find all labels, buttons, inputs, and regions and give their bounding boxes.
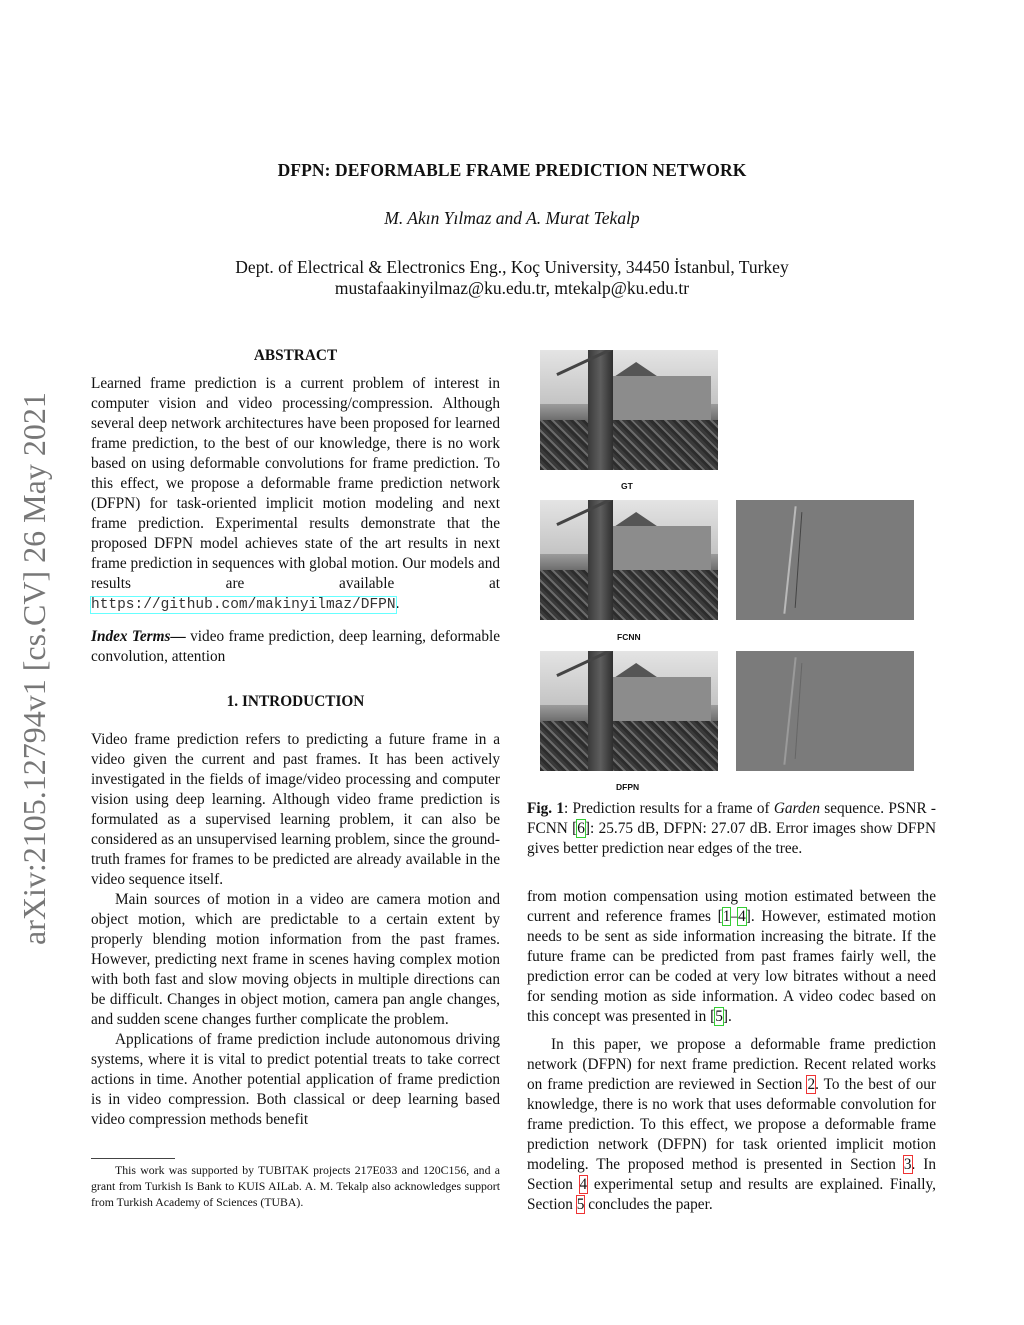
footnote-rule	[91, 1158, 175, 1159]
citation-6[interactable]: 6	[577, 820, 585, 837]
citation-5[interactable]: 5	[715, 1008, 723, 1025]
intro-paragraph-2: Main sources of motion in a video are camera motion and object motion, which are predictable to a certain extent by properly blending motion information from the past frames. However, predicting next frame in scenes having complex motion with both fast and slow moving objects in multiple directions can be difficult. Changes in object motion, camera pan angle changes, and sudden scene changes further complicate the problem.	[91, 891, 500, 1028]
figure-label-dfpn: DFPN	[616, 782, 640, 792]
author-emails: mustafaakinyilmaz@ku.edu.tr, mtekalp@ku.edu.tr	[334, 278, 690, 298]
citation-4[interactable]: 4	[738, 908, 746, 925]
arxiv-sidebar-stamp	[10, 345, 55, 945]
arxiv-id: arXiv:2105.12794v1 [cs.CV] 26 May 2021	[16, 392, 52, 945]
figure-caption: Fig. 1: Prediction results for a frame of Garden sequence. PSNR - FCNN [6]: 25.75 dB, DFPN: 27.07 dB. Error images show DFPN gives better prediction near edges of the tree.	[527, 800, 936, 857]
github-link[interactable]: https://github.com/makinyilmaz/DFPN	[91, 597, 396, 613]
intro-paragraph-1: Video frame prediction refers to predicting a future frame in a video given the current and past frames. It has been actively investigated in the fields of image/video processing and computer vision using deep learning. Although video frame prediction is formulated as a supervised learning problem, it can also be considered as an unsupervised learning problem, since the ground-truth frames for frames to be predicted are already available in the video sequence itself.	[91, 731, 500, 888]
citation-1[interactable]: 1	[722, 908, 731, 925]
fcnn-prediction-image	[540, 500, 718, 620]
fcnn-error-image	[736, 500, 914, 620]
figure-label-fcnn: FCNN	[617, 632, 641, 642]
affiliation: Dept. of Electrical & Electronics Eng., Koç University, 34450 İstanbul, Turkey	[235, 257, 789, 277]
right-paragraph-2: In this paper, we propose a deformable frame prediction network (DFPN) for next frame prediction. Recent related works on frame prediction are reviewed in Section 2. To the best of our knowledge, there is no work that uses deformable convolution for frame prediction. To this effect, we propose a deformable frame prediction network (DFPN) for task oriented implicit motion modeling. The proposed method is presented in Section 3. In Section 4 experimental setup and results are explained. Finally, Section 5 concludes the paper.	[527, 1036, 936, 1213]
section-ref-2[interactable]: 2	[807, 1076, 816, 1093]
right-paragraph-1: from motion compensation using motion estimated between the current and reference frames [1–4]. However, estimated motion needs to be sent as side information increasing the bitrate. If the future frame can be predicted from past frames fairly well, the prediction error can be coded at very low bitrates without a need for sending motion as side information. A video codec based on this concept was presented in [5].	[527, 888, 936, 1025]
right-column-text	[527, 887, 936, 1215]
abstract-text: Learned frame prediction is a current problem of interest in computer vision and video processing/compression. Although several deep network architectures have been proposed for learned frame prediction, to the best of our knowledge, there is no work based on using deformable convolutions for frame prediction. To this effect, we propose a deformable frame prediction network (DFPN) for task-oriented implicit motion modeling and next frame prediction. Experimental results demonstrate that the proposed DFPN model achieves state of the art results in next frame prediction in sequences with global motion. Our models and results are available at https://github.com/makinyilmaz/DFPN.	[91, 375, 500, 613]
section-ref-5[interactable]: 5	[576, 1196, 585, 1213]
dfpn-prediction-image	[540, 651, 718, 771]
paper-title: DFPN: DEFORMABLE FRAME PREDICTION NETWORK	[277, 160, 747, 180]
gt-frame-image	[540, 350, 718, 470]
paper-authors: M. Akın Yılmaz and A. Murat Tekalp	[384, 208, 640, 228]
section-ref-4[interactable]: 4	[579, 1176, 588, 1193]
abstract-heading: ABSTRACT	[253, 347, 338, 364]
index-terms: Index Terms— video frame prediction, deep learning, deformable convolution, attention	[91, 628, 501, 665]
footnote: This work was supported by TUBITAK projects 217E033 and 120C156, and a grant from Turkish Is Bank to KUIS AILab. A. M. Tekalp also acknowledges support from Turkish Academy of Sciences (TUBA).	[91, 1163, 500, 1209]
intro-paragraph-3: Applications of frame prediction include autonomous driving systems, where it is vital to predict potential treats to take correct actions in time. Another potential application of frame prediction is in video compression. Both classical or deep learning based video compression methods benefit	[91, 1031, 500, 1128]
abstract-section	[91, 346, 500, 667]
introduction-heading: 1. INTRODUCTION	[226, 693, 365, 710]
section-ref-3[interactable]: 3	[903, 1156, 912, 1173]
figure-label-gt: GT	[621, 481, 633, 491]
introduction-section	[91, 692, 500, 1130]
dfpn-error-image	[736, 651, 914, 771]
affiliation-block	[0, 257, 1024, 299]
